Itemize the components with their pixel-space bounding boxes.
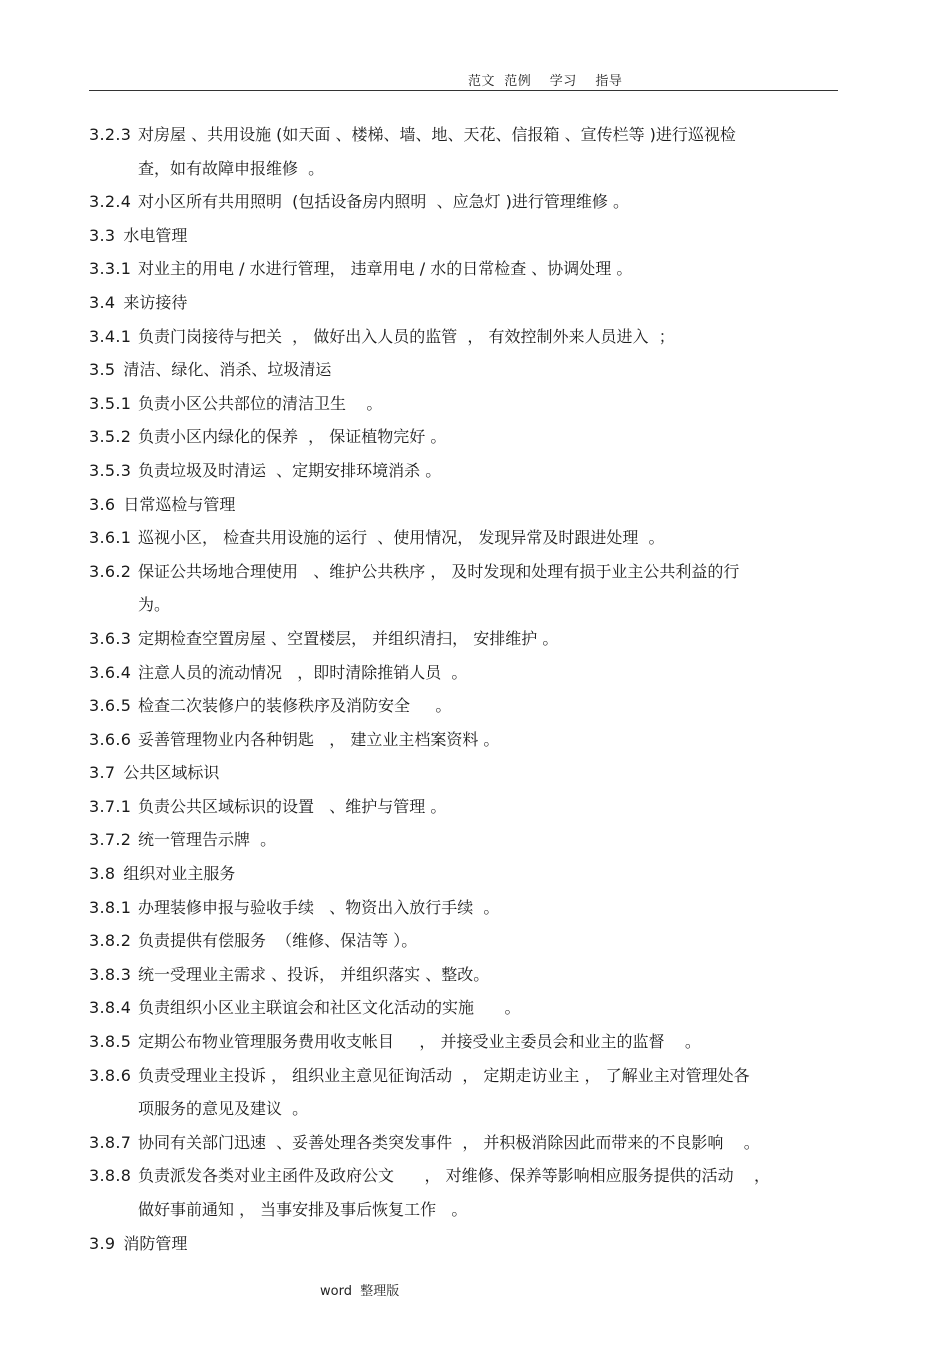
section-text [138,656,841,690]
section-number: 3.5.3 [89,460,132,480]
section-number: 3.8.3 [89,964,132,984]
text-line: 对小区所有共用照明 (包括设备房内照明 、应急灯 )进行管理维修 。 [138,192,630,212]
section-number: 3.6.2 [89,561,132,581]
section-item [89,723,841,757]
text-line: 对业主的用电 / 水进行管理， 违章用电 / 水的日常检查 、协调处理 。 [138,259,633,279]
text-line: 查，如有故障申报维修 。 [138,158,325,178]
text-line: 日常巡检与管理 [123,494,236,514]
section-item [89,689,841,723]
text-line: 负责公共区域标识的设置 、维护与管理 。 [138,796,447,816]
text-line: 负责小区内绿化的保养 ， 保证植物完好 。 [138,427,447,447]
section-number: 3.8.6 [89,1065,132,1085]
text-line: 统一受理业主需求 、投诉， 并组织落实 、整改。 [138,964,490,984]
section-number: 3.8.7 [89,1132,132,1152]
section-text [138,958,841,992]
header-divider [89,90,838,91]
section-text [138,252,841,286]
section-number: 3.6.6 [89,729,132,749]
text-line: 负责派发各类对业主函件及政府公文 ， 对维修、保养等影响相应服务提供的活动 ， [138,1166,770,1186]
section-text [138,991,841,1025]
section-item [89,823,841,857]
text-line: 定期检查空置房屋 、空置楼层， 并组织清扫， 安排维护 。 [138,628,559,648]
text-line: 负责小区公共部位的清洁卫生 。 [138,393,383,413]
text-line: 消防管理 [123,1233,188,1253]
section-number: 3.8.2 [89,931,132,951]
section-item [89,991,841,1025]
text-line: 负责垃圾及时清运 、定期安排环境消杀 。 [138,460,442,480]
section-text [138,790,841,824]
section-text [138,924,841,958]
section-text [138,823,841,857]
section-text [123,756,841,790]
section-number: 3.7 [89,763,116,783]
text-line: 定期公布物业管理服务费用收支帐目 ， 并接受业主委员会和业主的监督 。 [138,1032,701,1052]
section-text [138,1025,841,1059]
section-text [138,1126,841,1160]
section-text [138,1159,841,1226]
text-line: 项服务的意见及建议 。 [138,1099,309,1119]
section-item [89,185,841,219]
text-line: 注意人员的流动情况 ，即时清除推销人员 。 [138,662,468,682]
section-text [138,320,841,354]
section-heading [89,219,841,253]
section-text [138,420,841,454]
text-line: 负责门岗接待与把关 ， 做好出入人员的监管 ， 有效控制外来人员进入 ； [138,326,675,346]
section-item [89,1059,841,1126]
section-item [89,958,841,992]
section-number: 3.8.5 [89,1032,132,1052]
text-line: 负责受理业主投诉 ， 组织业主意见征询活动 ， 定期走访业主 ， 了解业主对管理处各 [138,1065,750,1085]
section-number: 3.3.1 [89,259,132,279]
section-text [138,454,841,488]
section-number: 3.5 [89,360,116,380]
section-number: 3.6.4 [89,662,132,682]
section-number: 3.6.1 [89,528,132,548]
section-text [138,723,841,757]
section-item [89,387,841,421]
text-line: 保证公共场地合理使用 、维护公共秩序 ， 及时发现和处理有损于业主公共利益的行 [138,561,740,581]
section-text [123,1227,841,1261]
section-item [89,555,841,622]
section-item [89,891,841,925]
section-number: 3.9 [89,1233,116,1253]
section-number: 3.8.4 [89,998,132,1018]
section-heading [89,756,841,790]
section-text [138,387,841,421]
document-body [89,118,841,1260]
section-item [89,1126,841,1160]
section-number: 3.2.3 [89,125,132,144]
section-number: 3.8 [89,864,116,884]
section-item [89,454,841,488]
section-item [89,252,841,286]
text-line: 检查二次装修户的装修秩序及消防安全 。 [138,696,452,716]
text-line: 负责组织小区业主联谊会和社区文化活动的实施 。 [138,998,521,1018]
section-text [138,689,841,723]
section-number: 3.7.1 [89,796,132,816]
section-item [89,1159,841,1226]
header-text: 范文 范例 学习 指导 [468,74,623,89]
section-item [89,656,841,690]
section-number: 3.5.1 [89,393,132,413]
section-number: 3.6 [89,494,116,514]
section-text [138,521,841,555]
section-item [89,521,841,555]
section-item [89,1025,841,1059]
section-number: 3.8.8 [89,1166,132,1186]
section-text [138,622,841,656]
text-line: 组织对业主服务 [123,864,236,884]
section-heading [89,488,841,522]
section-item [89,924,841,958]
text-line: 办理装修申报与验收手续 、物资出入放行手续 。 [138,897,500,917]
section-heading [89,1227,841,1261]
section-text [138,891,841,925]
section-item [89,790,841,824]
text-line: 做好事前通知 ， 当事安排及事后恢复工作 。 [138,1200,468,1219]
section-number: 3.8.1 [89,897,132,917]
text-line: 妥善管理物业内各种钥匙 ， 建立业主档案资料 。 [138,729,500,749]
section-text [123,857,841,891]
section-number: 3.2.4 [89,192,132,212]
section-heading [89,353,841,387]
section-text [138,555,841,622]
section-number: 3.7.2 [89,830,132,850]
section-number: 3.6.3 [89,628,132,648]
section-text [123,488,841,522]
section-number: 3.4.1 [89,326,132,346]
page-header [0,68,950,88]
section-text [138,185,841,219]
section-text [138,1059,841,1126]
text-line: 水电管理 [123,225,188,245]
section-number: 3.3 [89,225,116,245]
section-item [89,622,841,656]
section-text [123,286,841,320]
section-text [123,353,841,387]
section-item [89,320,841,354]
text-line: 统一管理告示牌 。 [138,830,277,850]
section-item [89,118,841,185]
text-line: 清洁、绿化、消杀、垃圾清运 [123,360,332,380]
text-line: 公共区域标识 [123,763,220,783]
section-text [123,219,841,253]
section-number: 3.5.2 [89,427,132,447]
section-heading [89,286,841,320]
section-item [89,420,841,454]
section-heading [89,857,841,891]
section-number: 3.4 [89,292,116,312]
text-line: 负责提供有偿服务 （维修、保洁等 ）。 [138,931,418,951]
section-text [138,118,841,185]
text-line: 协同有关部门迅速 、妥善处理各类突发事件 ， 并积极消除因此而带来的不良影响 。 [138,1132,760,1152]
text-line: 来访接待 [123,292,188,312]
text-line: 为。 [138,595,171,615]
text-line: 对房屋 、共用设施 (如天面 、楼梯、墙、地、天花、信报箱 、宣传栏等 )进行巡视检 [138,125,736,144]
page-footer: word 整理版 [320,1284,400,1299]
section-number: 3.6.5 [89,696,132,716]
text-line: 巡视小区， 检查共用设施的运行 、使用情况， 发现异常及时跟进处理 。 [138,528,665,548]
